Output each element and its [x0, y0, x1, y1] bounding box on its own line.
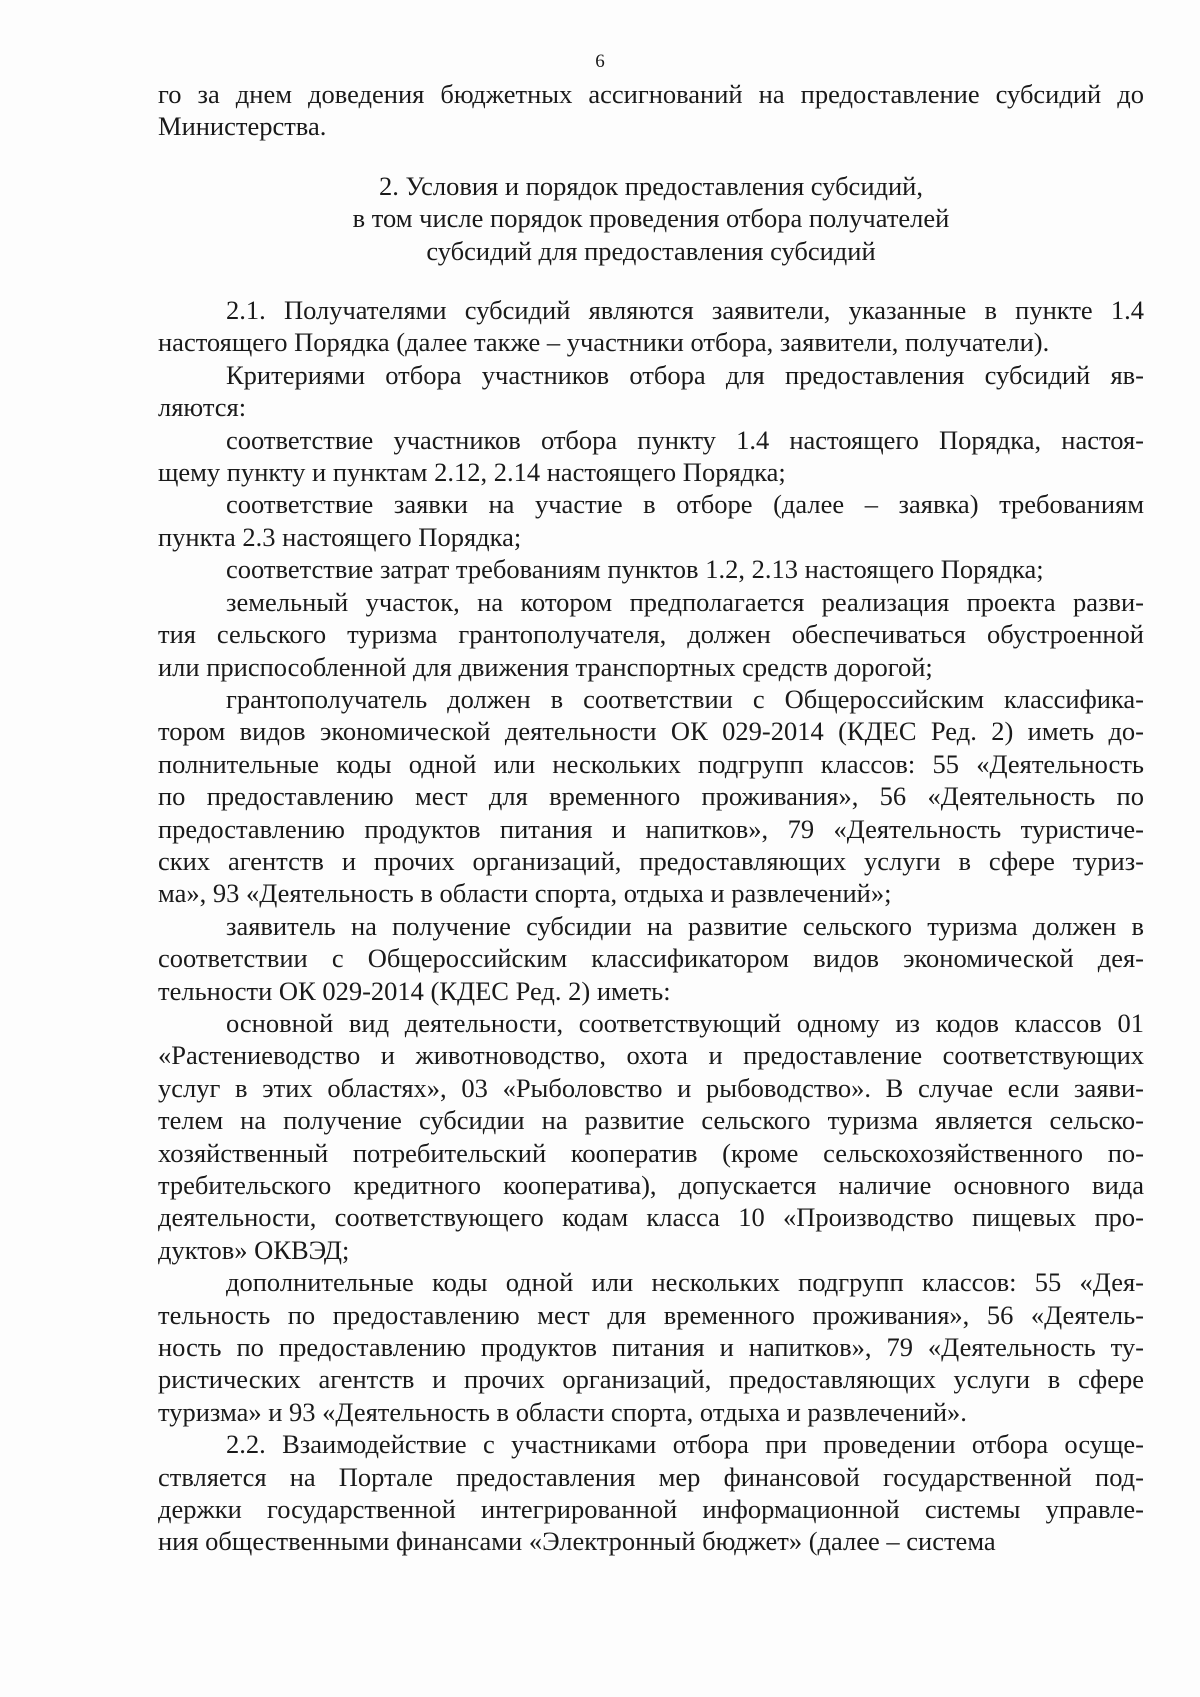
section-heading-line: в том числе порядок проведения отбора получателей — [352, 203, 950, 234]
paragraph-list — [158, 294, 1144, 1558]
paragraph-criterion-6 — [158, 910, 1144, 1007]
paragraph-p2-1 — [158, 294, 1144, 359]
document-body — [158, 78, 1144, 1558]
text-line: Критериями отбора участников отбора для предоставления субсидий яв- — [226, 359, 1144, 390]
text-line: хозяйственный потребительский кооператив (кроме сельскохозяйственного по- — [158, 1137, 1144, 1168]
text-line: щему пункту и пунктам 2.12, 2.14 настоящего Порядка; — [158, 457, 786, 488]
paragraph-criterion-2 — [158, 488, 1144, 553]
text-line: пункта 2.3 настоящего Порядка; — [158, 521, 522, 552]
continuation-line: го за днем доведения бюджетных ассигнований на предоставление субсидий до — [158, 79, 1144, 109]
text-line: услуг в этих областях», 03 «Рыболовство и рыбоводство». В случае если заяви- — [158, 1072, 1144, 1103]
text-line: ма», 93 «Деятельность в области спорта, отдыха и развлечений»; — [158, 878, 892, 909]
text-line: телем на получение субсидии на развитие сельского туризма является сельско- — [158, 1105, 1144, 1136]
page-number: 6 — [595, 51, 605, 72]
paragraph-p2-2 — [158, 1428, 1144, 1558]
text-line: ских агентств и прочих организаций, предоставляющих услуги в сфере туриз- — [158, 845, 1144, 876]
text-line: земельный участок, на котором предполагается реализация проекта разви- — [226, 586, 1144, 617]
text-line: полнительные коды одной или нескольких подгрупп классов: 55 «Деятельность — [158, 748, 1144, 779]
text-line: тором видов экономической деятельности ОК 029-2014 (КДЕС Ред. 2) иметь до- — [158, 716, 1144, 747]
text-line: дуктов» ОКВЭД; — [158, 1234, 350, 1265]
text-line: держки государственной интегрированной информационной системы управле- — [158, 1494, 1144, 1525]
section-heading-line: 2. Условия и порядок предоставления субсидий, — [379, 170, 923, 201]
text-line: или приспособленной для движения транспортных средств дорогой; — [158, 651, 933, 682]
text-line: основной вид деятельности, соответствующий одному из кодов классов 01 — [226, 1007, 1144, 1038]
paragraph-criteria-intro — [158, 359, 1144, 424]
text-line: 2.1. Получателями субсидий являются заявители, указанные в пункте 1.4 — [226, 295, 1144, 326]
paragraph-criterion-5 — [158, 683, 1144, 910]
section-heading — [158, 170, 1144, 267]
text-line: ляются: — [158, 392, 247, 423]
text-line: настоящего Порядка (далее также – участники отбора, заявители, получатели). — [158, 327, 1050, 358]
text-line: соответствие заявки на участие в отборе (далее – заявка) требованиям — [226, 489, 1144, 520]
text-line: 2.2. Взаимодействие с участниками отбора при проведении отбора осуще- — [226, 1429, 1144, 1460]
text-line: соответствие затрат требованиям пунктов 1.2, 2.13 настоящего Порядка; — [226, 554, 1044, 585]
paragraph-criterion-6a — [158, 1007, 1144, 1266]
paragraph-criterion-3 — [158, 553, 1144, 585]
text-line: ность по предоставлению продуктов питания и напитков», 79 «Деятельность ту- — [158, 1332, 1144, 1363]
text-line: соответствие участников отбора пункту 1.4 настоящего Порядка, настоя- — [226, 424, 1144, 455]
paragraph-criterion-4 — [158, 586, 1144, 683]
text-line: тия сельского туризма грантополучателя, должен обеспечиваться обустроенной — [158, 619, 1144, 650]
text-line: соответствии с Общероссийским классификатором видов экономической дея- — [158, 943, 1144, 974]
continuation-line: Министерства. — [158, 111, 327, 142]
text-line: дополнительные коды одной или нескольких подгрупп классов: 55 «Дея- — [226, 1267, 1144, 1298]
paragraph-criterion-1 — [158, 424, 1144, 489]
text-line: туризма» и 93 «Деятельность в области спорта, отдыха и развлечений». — [158, 1396, 967, 1427]
paragraph-criterion-6b — [158, 1266, 1144, 1428]
text-line: по предоставлению мест для временного проживания», 56 «Деятельность по — [158, 781, 1144, 812]
text-line: предоставлению продуктов питания и напитков», 79 «Деятельность туристиче- — [158, 813, 1144, 844]
text-line: заявитель на получение субсидии на развитие сельского туризма должен в — [226, 910, 1144, 941]
text-line: тельности ОК 029-2014 (КДЕС Ред. 2) иметь: — [158, 975, 671, 1006]
text-line: ния общественными финансами «Электронный бюджет» (далее – система — [158, 1526, 996, 1557]
text-line: деятельности, соответствующего кодам класса 10 «Производство пищевых про- — [158, 1202, 1144, 1233]
text-line: грантополучатель должен в соответствии с Общероссийским классифика- — [226, 683, 1144, 714]
text-line: тельность по предоставлению мест для временного проживания», 56 «Деятель- — [158, 1299, 1144, 1330]
text-line: ристических агентств и прочих организаций, предоставляющих услуги в сфере — [158, 1364, 1144, 1395]
section-heading-line: субсидий для предоставления субсидий — [426, 235, 876, 266]
text-line: ствляется на Портале предоставления мер финансовой государственной под- — [158, 1461, 1144, 1492]
text-line: требительского кредитного кооператива), допускается наличие основного вида — [158, 1170, 1144, 1200]
text-line: «Растениеводство и животноводство, охота и предоставление соответствующих — [158, 1040, 1144, 1071]
